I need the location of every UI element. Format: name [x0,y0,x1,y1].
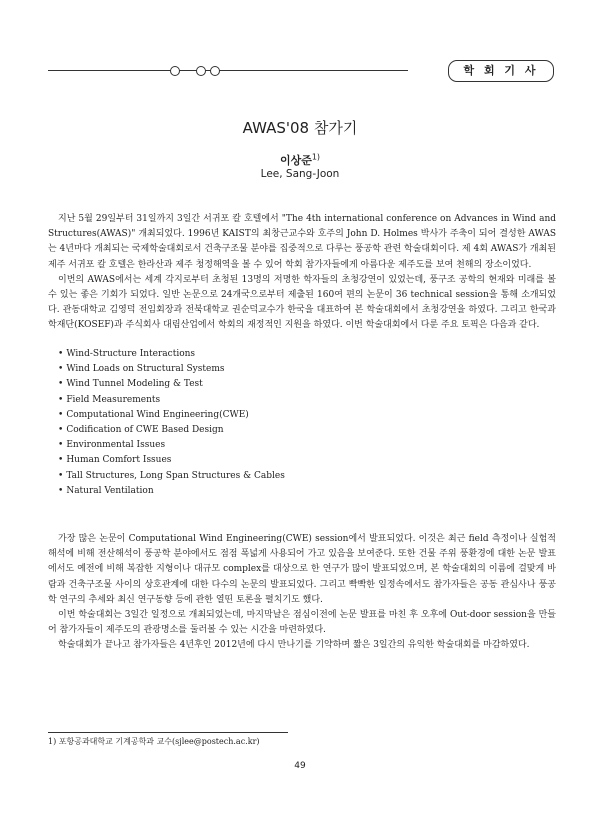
list-item: • Wind Loads on Structural Systems [48,362,556,377]
paragraph: 가장 많은 논문이 Computational Wind Engineering(CWE) session에서 발표되었다. 이것은 최근 field 측정이나 실험적 해석에 비해 전산해석이 풍공학 분야에서도 점점 폭넓게 사용되어 가고 있음을 보여준다. 또한 건물 주위 풍환경에 대한 논문 발표에서도 예전에 비해 복잡한 지형이나 대규모 complex를 대상으로 한 연구가 많이 발표되었으며, 본 학술대회의 이름에 걸맞게 바람과 건축구조물 사이의 상호관계에 대한 다수의 논문의 발표되었다. 그리고 빡빡한 일정속에서도 참가자들은 공동 관심사나 풍공학 연구의 추세와 최신 연구동향 등에 관한 열띤 토론을 펼치기도 했다. [48,534,556,605]
closing-paragraphs [48,532,556,654]
section-tag: 학 회 기 사 [448,60,554,82]
intro-paragraphs [48,212,556,334]
list-item: • Tall Structures, Long Span Structures & Cables [48,469,556,484]
list-item: • Natural Ventilation [48,484,556,499]
header-dot [210,66,220,76]
paragraph: 이번 학술대회는 3일간 일정으로 개최되었는데, 마지막날은 점심이전에 논문 발표를 마친 후 오후에 Out-door session을 만들어 참가자들이 제주도의 관광명소를 둘러볼 수 있는 시간을 마련하였다. [48,610,556,636]
list-item: • Wind Tunnel Modeling & Test [48,377,556,392]
list-item: • Codification of CWE Based Design [48,423,556,438]
author-name: 이상준 [279,154,312,167]
section-header [48,60,556,82]
topic-list [48,347,556,499]
paragraph: 이번의 AWAS에서는 세계 각지로부터 초청된 13명의 저명한 학자들의 초청강연이 있었는데, 풍구조 공학의 현재와 미래를 볼 수 있는 좋은 기회가 되었다. 일반 논문으로 24개국으로부터 제출된 160여 편의 논문이 36 technical session을 통해 소개되었다. 관동대학교 김영덕 전임회장과 전북대학교 권순덕교수가 한국을 대표하여 본 학술대회에서 초청강연을 하였다. 그리고 한국과학재단(KOSEF)과 주식회사 대림산업에서 학회의 재정적인 지원을 하였다. 이번 학술대회에서 다룬 주요 토픽은 다음과 같다. [48,274,556,331]
footnote: 1) 포항공과대학교 기계공학과 교수(sjlee@postech.ac.kr) [48,737,260,746]
list-item: • Wind-Structure Interactions [48,347,556,362]
author-english: Lee, Sang-Joon [260,168,340,180]
footnote-rule [48,732,288,733]
paragraph: 지난 5월 29일부터 31일까지 3일간 서귀포 칼 호텔에서 "The 4th international conference on Advances in Wind and Structures(AWAS)" 개최되었다. 1996년 KAIST의 최창근교수와 호주의 John D. Holmes 박사가 주축이 되어 결성한 AWAS는 4년마다 개최되는 국제학술대회로서 건축구조물 분야를 집중적으로 다루는 풍공학 관련 학술대회이다. 제 4회 AWAS가 개최된 제주 서귀포 칼 호텔은 한라산과 제주 청정해역을 볼 수 있어 학회 참가자들에게 아름다운 제주도를 보여 천해의 장소이었다. [48,214,556,270]
page-number: 49 [294,761,306,771]
list-item: • Field Measurements [48,393,556,408]
list-item: • Computational Wind Engineering(CWE) [48,408,556,423]
list-item: • Human Comfort Issues [48,453,556,468]
footnote-mark: 1) [311,152,321,162]
header-dot [196,66,206,76]
author-korean [0,152,600,168]
paragraph: 학술대회가 끝나고 참가자들은 4년후인 2012년에 다시 만나기를 기약하며 짧은 3일간의 유익한 학술대회를 마감하였다. [58,640,530,651]
article-title: AWAS'08 참가기 [242,119,358,137]
header-rule [48,70,408,71]
header-dot [170,66,180,76]
list-item: • Environmental Issues [48,438,556,453]
